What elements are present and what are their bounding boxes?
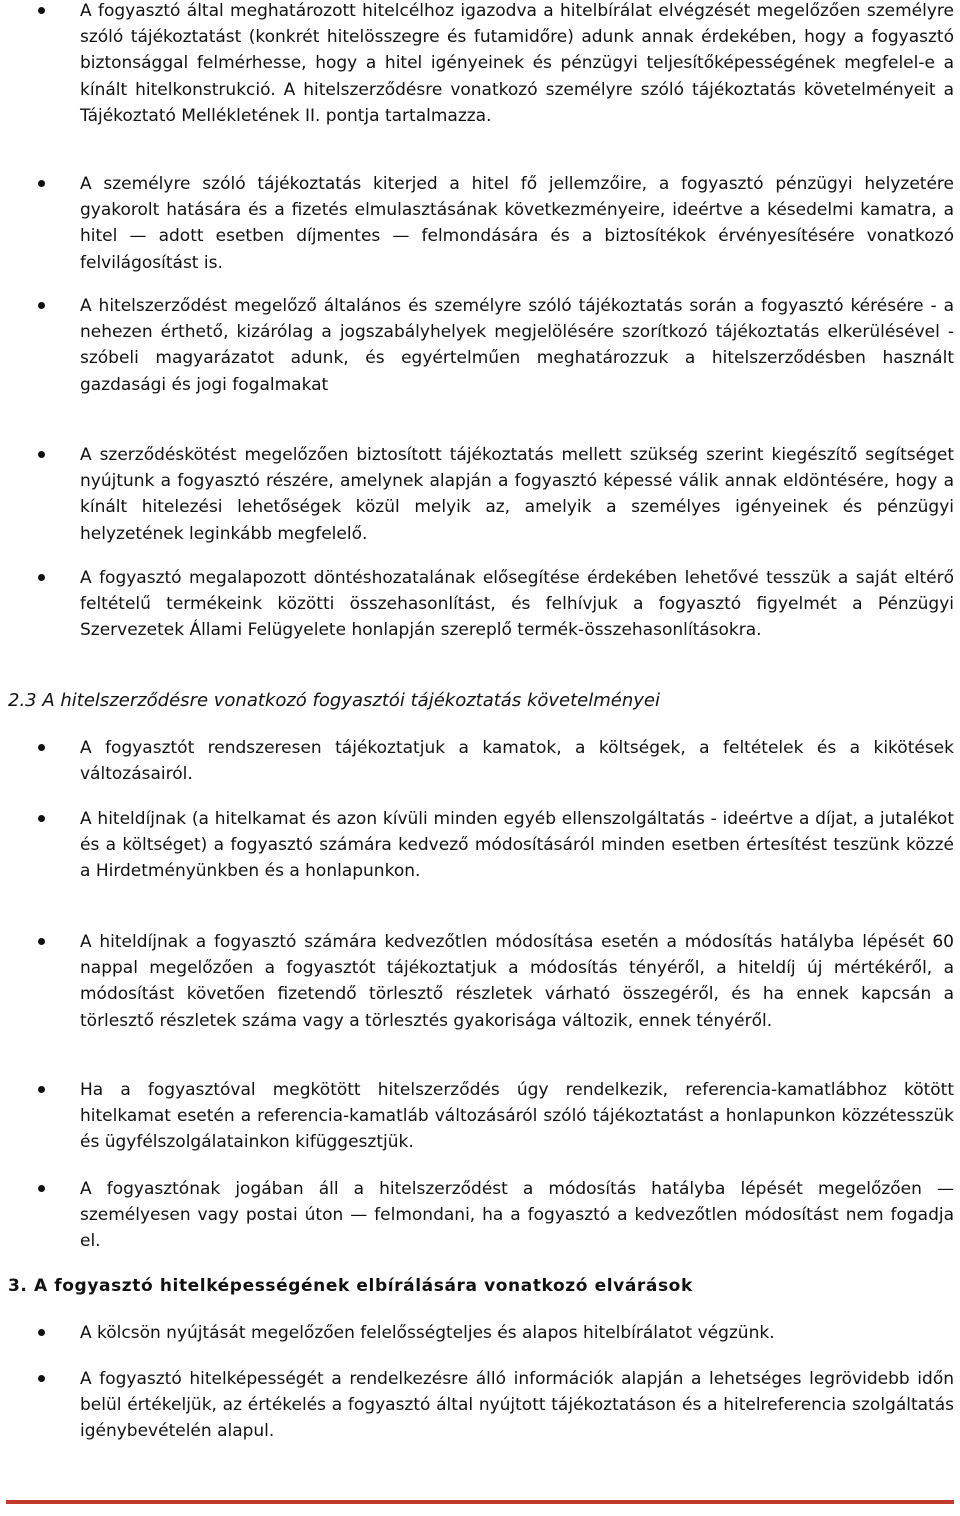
list-item-text: A személyre szóló tájékoztatás kiterjed a hitel fő jellemzőire, a fogyasztó pénzügyi helyzetére gyakorolt hatására és a fizetés elmulasztásának következményeire, ideértve a késedelmi kamatra, a hitel — adott esetben díjmentes — felmondására és a biztosítékok érvényesítésére vonatkozó felvilágosítást is. <box>80 174 954 273</box>
list-item-text: A hiteldíjnak (a hitelkamat és azon kívüli minden egyéb ellenszolgáltatás - ideértve a díjat, a jutalékot és a költséget) a fogyasztó számára kedvező módosításáról minden esetben értesítést teszünk közzé a Hirdetményünkben és a honlapunkon. <box>80 809 954 882</box>
list-item <box>0 929 960 1034</box>
section-heading: 2.3 A hitelszerződésre vonatkozó fogyasztói tájékoztatás követelményei <box>8 690 660 711</box>
list-item-text: A fogyasztó hitelképességét a rendelkezésre álló információk alapján a lehetséges legrövidebb időn belül értékeljük, az értékelés a fogyasztó által nyújtott tájékoztatáson és a hitelreferencia szolgáltatás igénybevételén alapul. <box>80 1369 954 1442</box>
list-item-text: A szerződéskötést megelőzően biztosított tájékoztatás mellett szükség szerint kiegészítő segítséget nyújtunk a fogyasztó részére, amelynek alapján a fogyasztó képessé válik annak eldöntésére, hogy a kínált hitelezési lehetőségek közül melyik az, amelyik a személyes igényeinek és pénzügyi helyzetének leginkább megfelelő. <box>80 445 954 544</box>
footer-divider <box>6 1500 954 1504</box>
list-item <box>0 735 960 787</box>
list-item-text: A fogyasztónak jogában áll a hitelszerződést a módosítás hatályba lépését megelőzően — személyesen vagy postai úton — felmondani, ha a fogyasztó a kedvezőtlen módosítást nem fogadja el. <box>80 1179 954 1252</box>
list-item-text: A fogyasztó megalapozott döntéshozatalának elősegítése érdekében lehetővé tesszük a saját eltérő feltételű termékeink közötti összehasonlítást, és felhívjuk a fogyasztó figyelmét a Pénzügyi Szervezetek Állami Felügyelete honlapján szereplő termék-összehasonlításokra. <box>80 568 954 641</box>
list-item <box>0 0 960 129</box>
list-item <box>0 565 960 644</box>
bullet-icon <box>38 451 45 458</box>
bullet-icon <box>38 744 45 751</box>
bullet-icon <box>38 7 45 14</box>
list-item <box>0 171 960 276</box>
list-item <box>0 293 960 398</box>
bullet-icon <box>38 302 45 309</box>
bullet-icon <box>38 574 45 581</box>
bullet-icon <box>38 1375 45 1382</box>
bullet-icon <box>38 1329 45 1336</box>
bullet-icon <box>38 938 45 945</box>
list-item-text: A kölcsön nyújtását megelőzően felelősségteljes és alapos hitelbírálatot végzünk. <box>80 1323 775 1343</box>
list-item-text: A fogyasztót rendszeresen tájékoztatjuk a kamatok, a költségek, a feltételek és a kikötések változásairól. <box>80 738 954 785</box>
list-item-text: A fogyasztó által meghatározott hitelcélhoz igazodva a hitelbírálat elvégzését megelőzően személyre szóló tájékoztatást (konkrét hitelösszegre és futamidőre) adunk annak érdekében, hogy a fogyasztó biztonsággal felmérhesse, hogy a hitel igényeinek és pénzügyi teljesítőképességének megfelel-e a kínált hitelkonstrukció. A hitelszerződésre vonatkozó személyre szóló tájékoztatás követelményeit a Tájékoztató Mellékletének II. pontja tartalmazza. <box>80 1 954 126</box>
bullet-icon <box>38 1086 45 1093</box>
list-item-text: A hiteldíjnak a fogyasztó számára kedvezőtlen módosítása esetén a módosítás hatályba lépését 60 nappal megelőzően a fogyasztót tájékoztatjuk a módosítás tényéről, a hiteldíj új mértékéről, a módosítást követően fizetendő törlesztő részletek várható összegéről, és ha ennek kapcsán a törlesztő részletek száma vagy a törlesztés gyakorisága változik, ennek tényéről. <box>80 932 954 1031</box>
list-item <box>0 1366 960 1445</box>
bullet-icon <box>38 815 45 822</box>
list-item-text: A hitelszerződést megelőző általános és személyre szóló tájékoztatás során a fogyasztó kérésére - a nehezen érthető, kizárólag a jogszabályhelyek megjelölésére szorítkozó tájékoztatás elkerülésével - szóbeli magyarázatot adunk, és egyértelműen meghatározzuk a hitelszerződésben használt gazdasági és jogi fogalmakat <box>80 296 954 395</box>
list-item <box>0 806 960 885</box>
bullet-icon <box>38 1185 45 1192</box>
list-item <box>0 1176 960 1255</box>
section-heading: 3. A fogyasztó hitelképességének elbírálására vonatkozó elvárások <box>8 1276 693 1296</box>
list-item <box>0 1320 960 1346</box>
list-item <box>0 1077 960 1156</box>
bullet-icon <box>38 180 45 187</box>
list-item-text: Ha a fogyasztóval megkötött hitelszerződés úgy rendelkezik, referencia-kamatlábhoz kötött hitelkamat esetén a referencia-kamatláb változásáról szóló tájékoztatást a honlapunkon közzétesszük és ügyfélszolgálatainkon kifüggesztjük. <box>80 1080 954 1153</box>
list-item <box>0 442 960 547</box>
